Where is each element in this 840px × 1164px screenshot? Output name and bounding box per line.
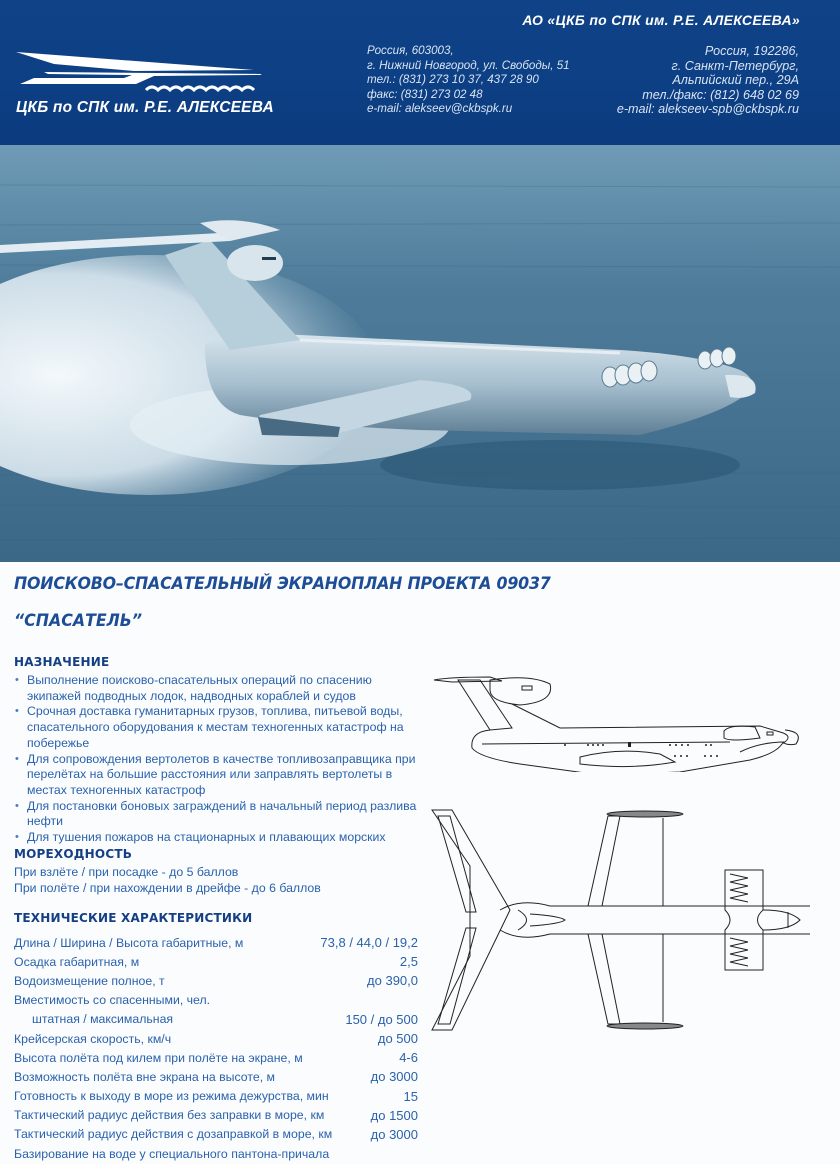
- fax-line: факс: (831) 273 02 48: [367, 87, 483, 101]
- email-link[interactable]: e-mail: alekseev@ckbspk.ru: [367, 102, 513, 116]
- top-view-drawing-icon: [430, 806, 810, 1036]
- page-subtitle: “СПАСАТЕЛЬ”: [14, 611, 143, 631]
- spec-label: Высота полёта под килем при полёте на экране, м: [14, 1050, 303, 1065]
- ekranoplan-photo-illustration: [0, 145, 840, 562]
- spec-value: 150 / до 500: [345, 1011, 418, 1027]
- table-row: [14, 1029, 418, 1048]
- email-link[interactable]: e-mail: alekseev-spb@ckbspk.ru: [616, 102, 799, 117]
- spec-value: 15: [403, 1088, 418, 1104]
- table-row: [14, 1106, 418, 1125]
- ekranoplan-photo: [0, 145, 840, 562]
- table-row: [14, 1087, 418, 1106]
- address-saint-petersburg: [617, 44, 799, 117]
- table-row: [14, 1144, 418, 1163]
- table-row: [14, 971, 418, 990]
- purpose-list: [14, 673, 424, 846]
- specs-table: [14, 933, 418, 1163]
- company-logo-icon: [14, 50, 274, 102]
- spec-label: Осадка габаритная, м: [14, 954, 140, 969]
- seaworthiness-line: При взлёте / при посадке - до 5 баллов: [14, 865, 239, 879]
- table-row: [14, 991, 418, 1010]
- list-item: • Для постановки боновых заграждений в начальный период разлива нефти: [14, 799, 424, 830]
- specs-heading: ТЕХНИЧЕСКИЕ ХАРАКТЕРИСТИКИ: [14, 911, 253, 925]
- table-row: [14, 952, 418, 971]
- spec-value: до 3000: [370, 1069, 418, 1085]
- page-title: ПОИСКОВО–СПАСАТЕЛЬНЫЙ ЭКРАНОПЛАН ПРОЕКТА 09037: [14, 574, 551, 594]
- spec-label: штатная / максимальная: [32, 1012, 174, 1027]
- phone-line: тел.: (831) 273 10 37, 437 28 90: [367, 73, 539, 87]
- spec-label: Вместимость со спасенными, чел.: [14, 993, 211, 1008]
- address-line: г. Санкт-Петербург,: [671, 58, 799, 73]
- spec-label: Возможность полёта вне экрана на высоте, м: [14, 1069, 275, 1084]
- list-item: • Выполнение поисково-спасательных операций по спасению экипажей подводных лодок, надводных кораблей и судов: [14, 673, 424, 704]
- spec-label: Готовность к выходу в море из режима дежурства, мин: [14, 1089, 329, 1104]
- logo-text: ЦКБ по СПК им. Р.Е. АЛЕКСЕЕВА: [16, 99, 274, 116]
- list-item: • Срочная доставка гуманитарных грузов, топлива, питьевой воды, спасательного оборудования к местам техногенных катастроф на побережье: [14, 704, 424, 751]
- spec-label: Базирование на воде у специального пантона-причала: [14, 1146, 330, 1161]
- spec-value: до 390,0: [367, 973, 418, 989]
- purpose-heading: НАЗНАЧЕНИЕ: [14, 655, 110, 669]
- list-item: • Для сопровождения вертолетов в качестве топливозаправщика при перелётах на большие расстояния или заправлять вертолеты в местах техногенных катастроф: [14, 752, 424, 799]
- spec-label: Длина / Ширина / Высота габаритные, м: [14, 935, 244, 950]
- address-nizhny-novgorod: [367, 44, 570, 117]
- table-row: [14, 1125, 418, 1144]
- spec-value: до 500: [377, 1031, 418, 1047]
- address-line: Россия, 603003,: [367, 44, 454, 57]
- seaworthiness-line: При полёте / при нахождении в дрейфе - до 6 баллов: [14, 881, 321, 895]
- spec-value: до 1500: [370, 1107, 418, 1123]
- address-line: г. Нижний Новгород, ул. Свободы, 51: [367, 58, 570, 72]
- list-item: • Для тушения пожаров на стационарных и плавающих морских: [14, 830, 424, 846]
- table-row: [14, 1048, 418, 1067]
- table-row: [14, 1067, 418, 1086]
- spec-label: Крейсерская скорость, км/ч: [14, 1031, 172, 1046]
- spec-label: Тактический радиус действия с дозаправкой в море, км: [14, 1127, 333, 1142]
- side-view-drawing-icon: [430, 672, 810, 772]
- spec-value: 2,5: [399, 954, 418, 970]
- spec-value: 4-6: [399, 1050, 418, 1066]
- table-row: [14, 1010, 418, 1029]
- address-line: Альпийский пер., 29А: [672, 73, 799, 88]
- seaworthiness-heading: МОРЕХОДНОСТЬ: [14, 847, 133, 861]
- spec-label: Водоизмещение полное, т: [14, 973, 165, 988]
- phone-fax-line: тел./факс: (812) 648 02 69: [642, 87, 799, 102]
- header-banner: [0, 0, 840, 145]
- spec-value: 73,8 / 44,0 / 19,2: [320, 935, 418, 951]
- spec-label: Тактический радиус действия без заправки в море, км: [14, 1108, 325, 1123]
- seaworthiness-text: [14, 864, 321, 896]
- address-line: Россия, 192286,: [704, 44, 799, 58]
- spec-value: до 3000: [370, 1126, 418, 1142]
- table-row: [14, 933, 418, 952]
- company-name: АО «ЦКБ по СПК им. Р.Е. АЛЕКСЕЕВА»: [522, 12, 800, 28]
